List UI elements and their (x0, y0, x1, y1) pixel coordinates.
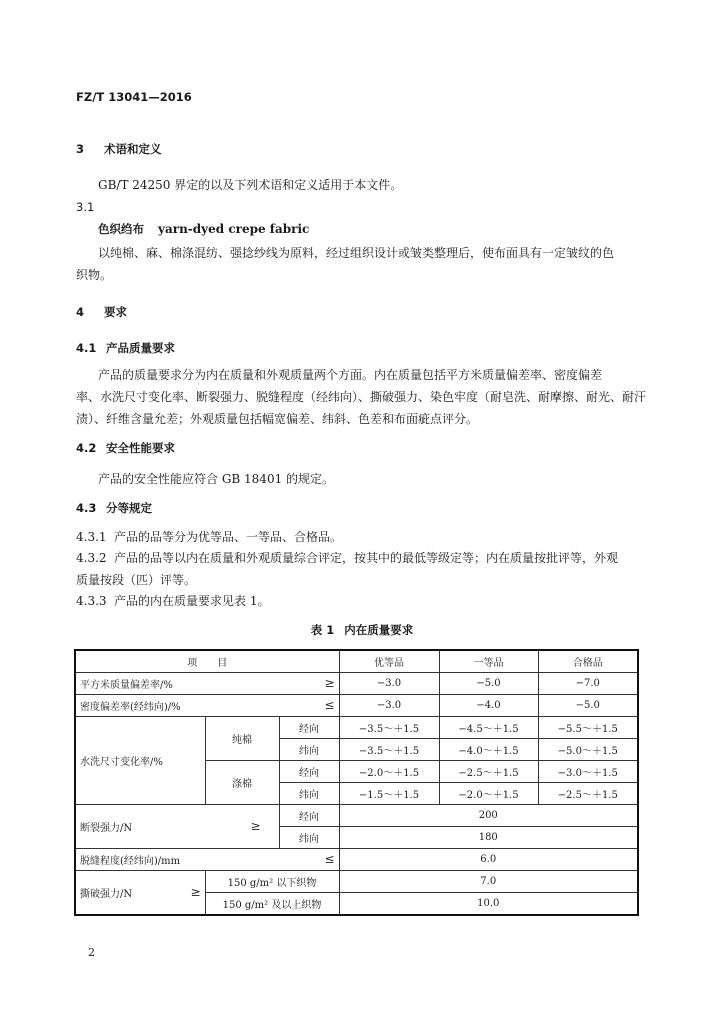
section-4-3-2 (76, 549, 618, 566)
section-number: 4.1 (76, 341, 97, 355)
cell-first-grade: −2.0～＋1.5 (439, 783, 538, 805)
cell-first-grade: −4.5～＋1.5 (439, 717, 538, 739)
term-entry (98, 221, 309, 237)
table-row-density (75, 695, 638, 717)
section-4-1-heading (76, 340, 175, 356)
standard-id: FZ/T 13041—2016 (76, 90, 192, 104)
table-row-breaking-warp (75, 805, 638, 827)
table-number: 表 1 (310, 623, 335, 637)
comparison-symbol: ≥ (324, 676, 335, 690)
section-4-3-1 (76, 528, 342, 545)
cell-premium: −3.5～＋1.5 (339, 717, 439, 739)
cell-all-grades: 180 (339, 827, 638, 849)
section-4-3-2-continued: 质量按段（匹）评等。 (76, 573, 197, 587)
section-number: 4.2 (76, 441, 97, 455)
term-definition-line-1: 以纯棉、麻、棉涤混纺、强捻纱线为原料，经过组织设计或皱类整理后，使布面具有一定皱纹的色 (98, 246, 615, 260)
clause-number: 4.3.1 (76, 530, 107, 544)
cell-first-grade: −5.0 (439, 673, 538, 695)
comparison-symbol: ≥ (250, 819, 261, 833)
section-4-3-heading (76, 500, 152, 516)
comparison-symbol: ≥ (190, 885, 201, 899)
cell-qualified: −7.0 (538, 673, 638, 695)
cell-premium: −3.0 (339, 673, 439, 695)
fabric-type-cotton: 纯棉 (205, 717, 279, 761)
header-qualified: 合格品 (538, 650, 638, 673)
table-header-row (75, 650, 638, 673)
page-number: 2 (88, 946, 95, 959)
direction-warp: 经向 (279, 805, 339, 827)
cell-qualified: −5.5～＋1.5 (538, 717, 638, 739)
section-title: 分等规定 (106, 501, 152, 515)
cell-premium: −2.0～＋1.5 (339, 761, 439, 783)
section-number: 3 (76, 142, 85, 156)
cell-qualified: −5.0 (538, 695, 638, 717)
direction-weft: 纬向 (279, 739, 339, 761)
label-text: 断裂强力/N (80, 823, 133, 834)
section-title: 术语和定义 (104, 142, 162, 156)
section-title: 安全性能要求 (106, 441, 175, 455)
cell-premium: −1.5～＋1.5 (339, 783, 439, 805)
direction-weft: 纬向 (279, 827, 339, 849)
cell-premium: −3.5～＋1.5 (339, 739, 439, 761)
section-4-2-text: 产品的安全性能应符合 GB 18401 的规定。 (98, 472, 335, 486)
label-text: 平方米质量偏差率/% (80, 680, 173, 691)
header-first-grade: 一等品 (439, 650, 538, 673)
header-premium: 优等品 (339, 650, 439, 673)
section-4-3-3 (76, 592, 269, 609)
comparison-symbol: ≤ (324, 698, 335, 712)
section-4-1-line-2: 率、水洗尺寸变化率、断裂强力、脱缝程度（经纬向）、撕破强力、染色牢度（耐皂洗、耐摩擦、耐光、耐汗 (76, 390, 647, 404)
clause-text: 产品的品等以内在质量和外观质量综合评定，按其中的最低等级定等；内在质量按批评等，外观 (114, 551, 619, 565)
label-text: 密度偏差率(经纬向)/% (80, 702, 181, 713)
row-label (75, 849, 339, 871)
cell-all-grades: 200 (339, 805, 638, 827)
term-chinese: 色织绉布 (98, 222, 144, 236)
clause-text: 产品的内在质量要求见表 1。 (114, 594, 270, 608)
direction-weft: 纬向 (279, 783, 339, 805)
term-english: yarn-dyed crepe fabric (158, 222, 310, 236)
section-title: 要求 (104, 305, 127, 319)
table-row-tear-light (75, 871, 638, 893)
section-number: 4 (76, 305, 85, 319)
row-label (75, 805, 279, 849)
quality-requirements-table (74, 649, 639, 916)
direction-warp: 经向 (279, 761, 339, 783)
row-label (75, 871, 205, 916)
section-4-1-line-1: 产品的质量要求分为内在质量和外观质量两个方面。内在质量包括平方米质量偏差率、密度偏差 (98, 368, 603, 382)
row-label (75, 673, 339, 695)
fabric-weight-below-150: 150 g/m² 以下织物 (205, 871, 339, 893)
cell-qualified: −3.0～＋1.5 (538, 761, 638, 783)
cell-first-grade: −2.5～＋1.5 (439, 761, 538, 783)
clause-number: 4.3.2 (76, 551, 107, 565)
label-text: 脱缝程度(经纬向)/mm (80, 856, 181, 867)
table-row-seam-slippage (75, 849, 638, 871)
section-4-2-heading (76, 440, 175, 456)
cell-first-grade: −4.0 (439, 695, 538, 717)
section-4-heading (76, 304, 127, 320)
cell-qualified: −2.5～＋1.5 (538, 783, 638, 805)
header-item: 项 目 (75, 650, 339, 673)
clause-number: 4.3.3 (76, 594, 107, 608)
cell-all-grades: 6.0 (339, 849, 638, 871)
cell-all-grades: 7.0 (339, 871, 638, 893)
section-4-1-line-3: 渍）、纤维含量允差；外观质量包括幅宽偏差、纬斜、色差和布面疵点评分。 (76, 412, 479, 426)
section-3-heading (76, 141, 162, 157)
section-number: 4.3 (76, 501, 97, 515)
fabric-weight-150-and-above: 150 g/m² 及以上织物 (205, 893, 339, 916)
section-3-intro: GB/T 24250 界定的以及下列术语和定义适用于本文件。 (98, 178, 403, 192)
row-label (75, 695, 339, 717)
comparison-symbol: ≤ (324, 852, 335, 866)
cell-qualified: −5.0～＋1.5 (538, 739, 638, 761)
table-row-mass (75, 673, 638, 695)
cell-premium: −3.0 (339, 695, 439, 717)
cell-first-grade: −4.0～＋1.5 (439, 739, 538, 761)
cell-all-grades: 10.0 (339, 893, 638, 916)
direction-warp: 经向 (279, 717, 339, 739)
section-title: 产品质量要求 (106, 341, 175, 355)
term-number: 3.1 (76, 200, 95, 214)
clause-text: 产品的品等分为优等品、一等品、合格品。 (114, 530, 343, 544)
term-definition-line-2: 织物。 (76, 268, 113, 282)
fabric-type-blend: 涤棉 (205, 761, 279, 805)
row-label: 水洗尺寸变化率/% (75, 717, 205, 805)
label-text: 撕破强力/N (80, 889, 133, 900)
table-row-wash-cotton-warp (75, 717, 638, 739)
table-title: 内在质量要求 (344, 623, 414, 637)
table-caption (0, 622, 724, 638)
